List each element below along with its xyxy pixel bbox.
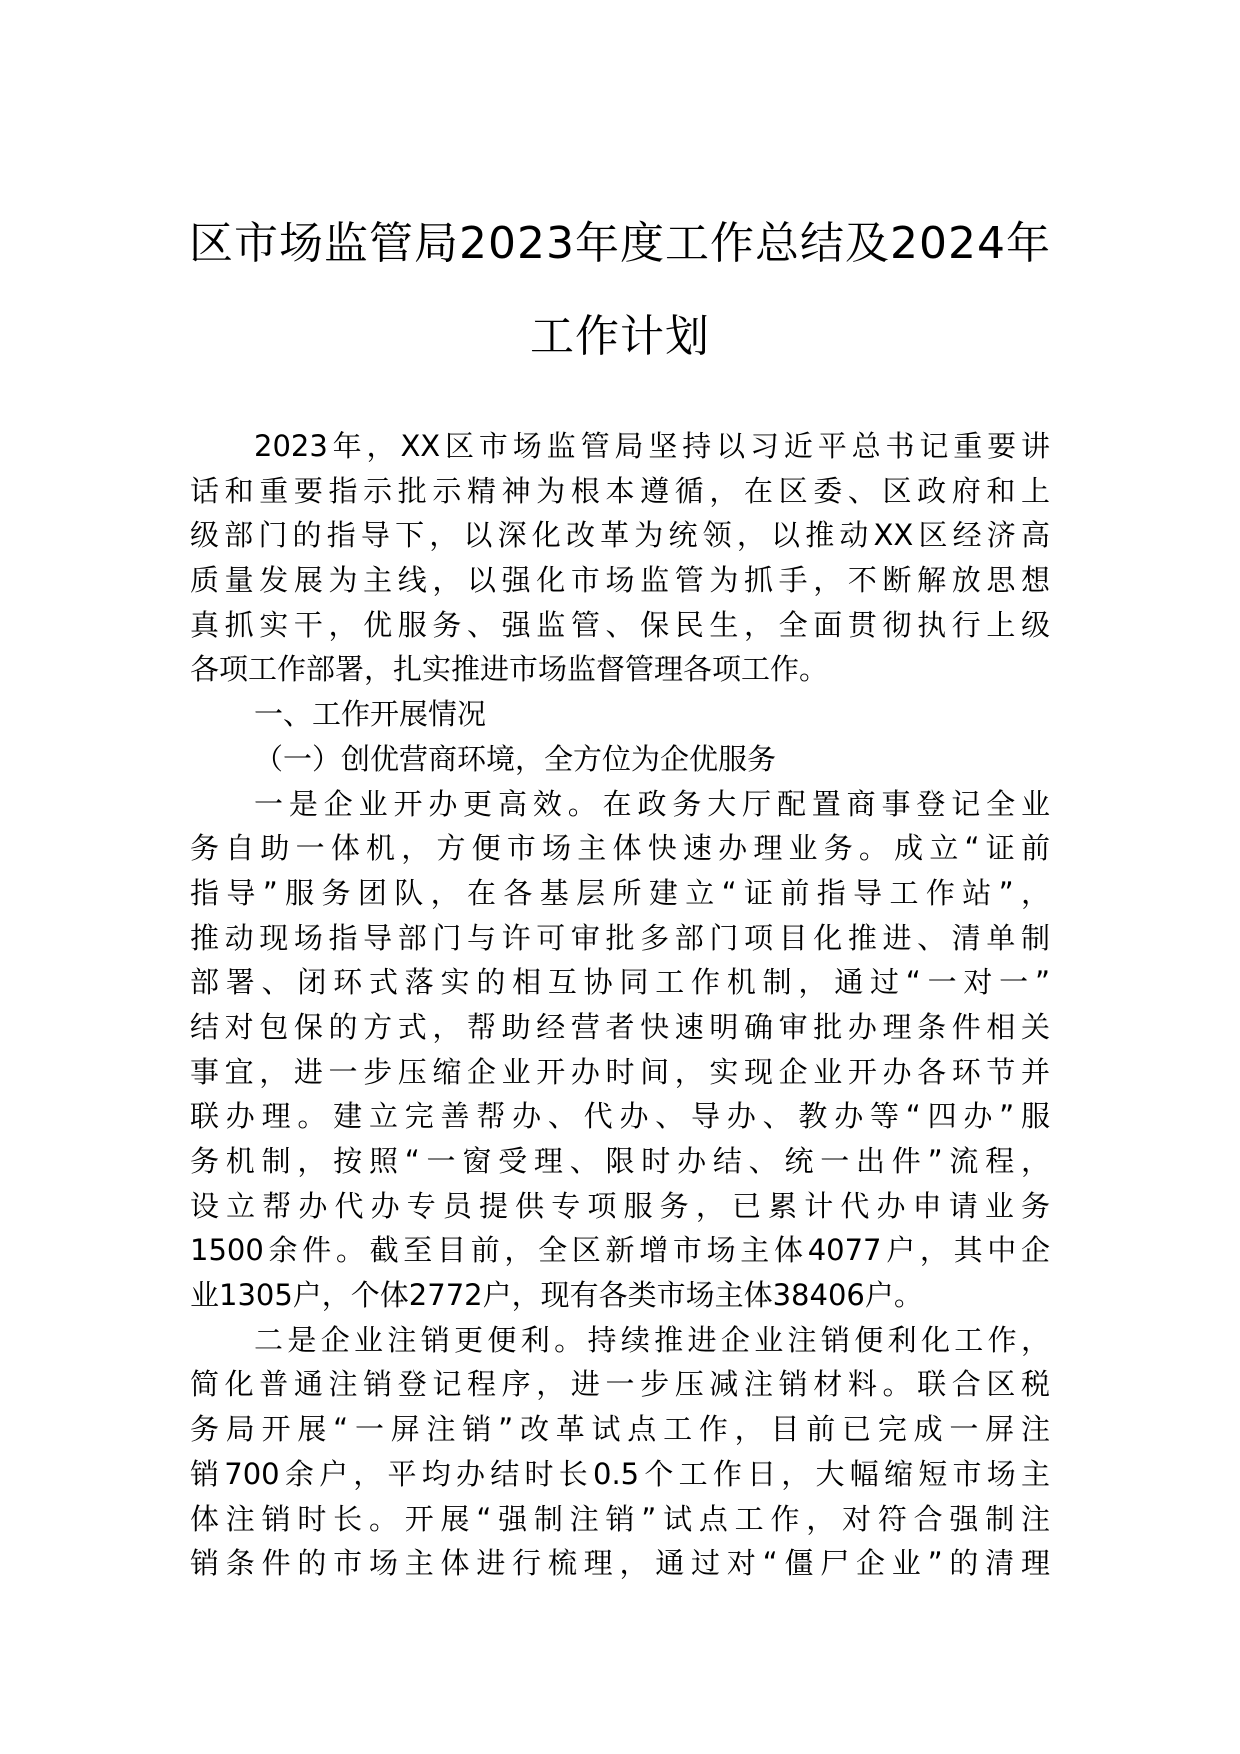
text-line: 一是企业开办更高效。在政务大厅配置商事登记全业 (254, 786, 1050, 821)
subsection-heading (190, 737, 1050, 782)
text-line: 体注销时长。开展“强制注销”试点工作，对符合强制注 (190, 1501, 1050, 1536)
text-line: 1500余件。截至目前，全区新增市场主体4077户，其中企 (190, 1233, 1050, 1268)
text-line: 推动现场指导部门与许可审批多部门项目化推进、清单制 (190, 920, 1050, 955)
heading-text: （一）创优营商环境，全方位为企优服务 (254, 741, 777, 776)
document-title-line-1: 区市场监管局2023年度工作总结及2024年 (189, 218, 1051, 269)
text-line: 真抓实干，优服务、强监管、保民生，全面贯彻执行上级 (190, 607, 1050, 642)
text-line: 二是企业注销更便利。持续推进企业注销便利化工作， (254, 1322, 1050, 1357)
text-line: 部署、闭环式落实的相互协同工作机制，通过“一对一” (190, 965, 1050, 1000)
text-line: 级部门的指导下，以深化改革为统领，以推动XX区经济高 (190, 518, 1050, 553)
text-line: 务局开展“一屏注销”改革试点工作，目前已完成一屏注 (190, 1412, 1050, 1447)
text-line: 2023年，XX区市场监管局坚持以习近平总书记重要讲 (254, 429, 1050, 463)
text-line: 事宜，进一步压缩企业开办时间，实现企业开办各环节并 (190, 1054, 1050, 1089)
text-line: 指导”服务团队，在各基层所建立“证前指导工作站”， (190, 875, 1050, 910)
paragraph-enterprise-opening (190, 782, 1050, 1318)
text-line: 各项工作部署，扎实推进市场监督管理各项工作。 (190, 652, 829, 687)
text-line: 务机制，按照“一窗受理、限时办结、统一出件”流程， (190, 1144, 1050, 1178)
text-line: 简化普通注销登记程序，进一步压减注销材料。联合区税 (190, 1367, 1050, 1402)
text-line: 务自助一体机，方便市场主体快速办理业务。成立“证前 (190, 831, 1050, 866)
text-line: 设立帮办代办专员提供专项服务，已累计代办申请业务 (190, 1188, 1050, 1223)
text-line: 销条件的市场主体进行梳理，通过对“僵尸企业”的清理 (190, 1546, 1050, 1581)
text-line: 业1305户，个体2772户，现有各类市场主体38406户。 (190, 1278, 923, 1313)
text-line: 质量发展为主线，以强化市场监管为抓手，不断解放思想 (190, 563, 1050, 598)
paragraph-enterprise-deregistration (190, 1318, 1050, 1586)
text-line: 话和重要指示批示精神为根本遵循，在区委、区政府和上 (190, 473, 1050, 508)
document-body (190, 424, 1050, 1586)
text-line: 联办理。建立完善帮办、代办、导办、教办等“四办”服 (190, 1099, 1050, 1134)
text-line: 结对包保的方式，帮助经营者快速明确审批办理条件相关 (190, 1009, 1050, 1044)
section-heading (190, 692, 1050, 737)
document-title-line-2: 工作计划 (530, 311, 710, 362)
paragraph-intro (190, 424, 1050, 692)
text-line: 销700余户，平均办结时长0.5个工作日，大幅缩短市场主 (190, 1456, 1050, 1491)
heading-text: 一、工作开展情况 (254, 697, 487, 732)
